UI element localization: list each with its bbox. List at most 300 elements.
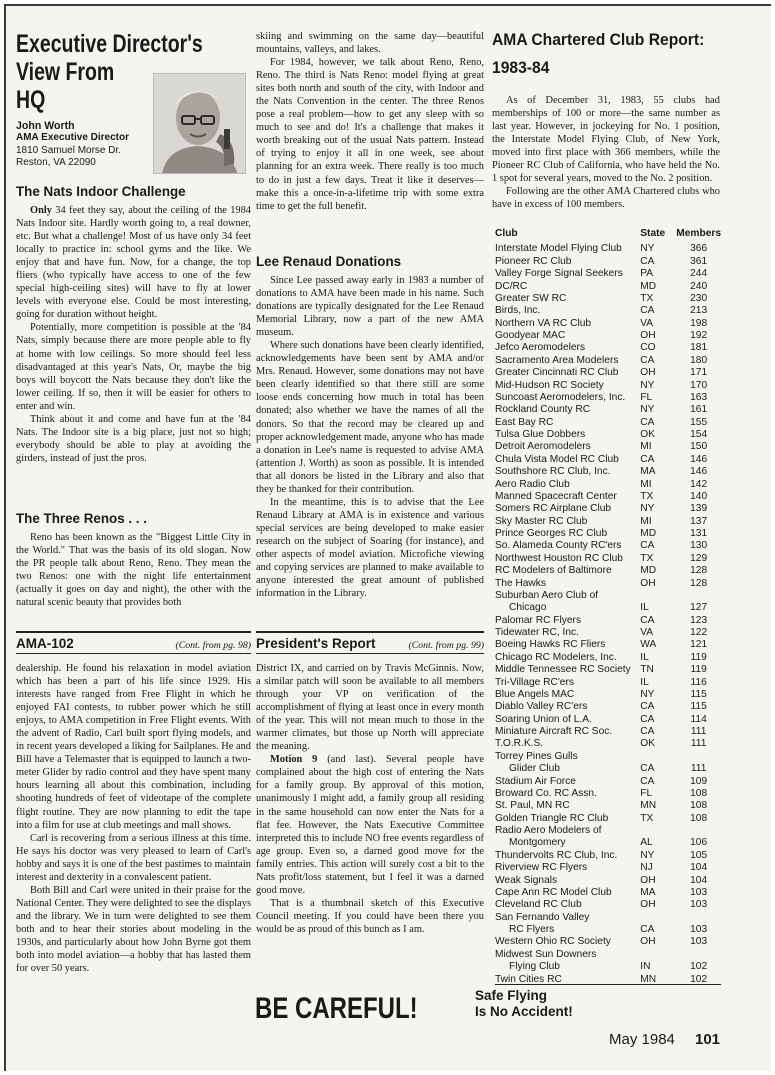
club-name: Glider Club [509, 763, 560, 775]
club-name: Boeing Hawks RC Fliers [495, 639, 606, 651]
club-members: 361 [690, 255, 708, 267]
ama102-paragraph-3: Both Bill and Carl were united in their praise for the National Center. They were delighted to see the displays and the library. We in turn were delighted to see them both and to hear their stories about modeling in the 1930s, and particularly about how John Byrne got them both into model aviation—a hobby that has lasted them for over 50 years. [16, 884, 251, 975]
club-name: Soaring Union of L.A. [495, 713, 592, 725]
club-name: Chicago [509, 602, 547, 614]
club-intro-paragraph-1: As of December 31, 1983, 55 clubs had memberships of 100 or more—the same number as last year. However, in jockeying for No. 1 position, the Interstate Model Flying Club, of New York, moved into first place with 366 members, while the Pioneer RC Club of California, who have held the No. 1 spot for several years, moved to the No. 2 position. [492, 95, 720, 185]
club-members [676, 751, 721, 763]
club-members: 127 [690, 602, 708, 614]
club-name: Diablo Valley RC'ers [495, 701, 588, 713]
table-row [495, 788, 721, 800]
club-state: MA [640, 466, 656, 478]
table-row [495, 813, 721, 825]
club-members: 115 [690, 701, 707, 713]
renaud-paragraph-1: Since Lee passed away early in 1983 a number of donations to AMA have been made in his name. Such donations are typically designated for the Lee Renaud Memorial Library, now a part of the new AMA museum. [256, 275, 484, 339]
club-members: 180 [690, 354, 708, 366]
page-number: 101 [695, 1031, 721, 1048]
club-members: 119 [690, 651, 707, 663]
club-state: CA [640, 305, 655, 317]
club-members: 142 [690, 478, 708, 490]
club-name: Northern VA RC Club [495, 317, 592, 329]
table-row [495, 380, 721, 392]
club-state: AL [640, 837, 653, 849]
club-report-title [492, 30, 722, 78]
table-row [495, 281, 721, 293]
club-name: Middle Tennessee RC Society [495, 664, 631, 676]
table-row [495, 677, 721, 689]
club-state: OH [640, 577, 656, 589]
club-members: 123 [690, 614, 708, 626]
club-table [495, 228, 721, 986]
table-row [495, 491, 721, 503]
club-name: Weak Signals [495, 874, 558, 886]
club-name: Chula Vista Model RC Club [495, 453, 619, 465]
president-paragraph-2: (and last). Several people have complained about the high cost of entering the Nats for a family group. By approval of this motion, unanimously I might add, a family group all residing in the same household can now enter the Nats for a flat fee. However, the Nats Executive Committee interpreted this to include NO free events regardless of age group. Even so, a darned good move for the family entries. This action will surely cost a bit to the Nats profit/loss statement, but I feel it was a darned good move. [256, 754, 484, 896]
club-state [638, 949, 676, 961]
club-name: Tulsa Glue Dobbers [495, 429, 586, 440]
safe-flying-line-2: Is No Accident! [475, 1004, 573, 1019]
club-members [676, 825, 721, 837]
table-row [495, 293, 721, 305]
club-name: Greater Cincinnati RC Club [495, 367, 619, 379]
column-header-club: Club [495, 228, 518, 239]
nats-paragraph-2: Potentially, more competition is possible at the '84 Nats, simply because there are more people able to fly at home with low ceilings. So more should feel less disadvantaged at this year's Nats, Or, maybe the big boys will boycott the Nats because they don't like the lower ceiling. If so, then it will be easier for others to enter and win. [16, 322, 251, 412]
club-name: Sky Master RC Club [495, 515, 588, 527]
club-name: Greater SW RC [495, 292, 567, 304]
club-state: IL [640, 651, 649, 663]
table-row [495, 936, 721, 948]
portrait-photo-icon [154, 74, 246, 174]
club-name: Suncoast Aeromodelers, Inc. [495, 391, 626, 403]
table-row [495, 590, 721, 602]
club-name: St. Paul, MN RC [495, 800, 570, 812]
club-state: OH [640, 330, 656, 341]
renaud-section [256, 254, 484, 600]
club-name: Cape Ann RC Model Club [495, 886, 612, 898]
club-members [676, 590, 721, 602]
club-state: CA [640, 924, 655, 935]
address-line-1: 1810 Samuel Morse Dr. [16, 144, 122, 156]
club-name: Palomar RC Flyers [495, 614, 582, 626]
table-row [495, 429, 721, 441]
club-state: NY [640, 503, 655, 515]
club-members: 106 [690, 837, 708, 849]
club-state: CA [640, 540, 655, 552]
renos-cont-paragraph-1: skiing and swimming on the same day—beautiful mountains, valleys, and lakes. [256, 31, 484, 56]
club-state [638, 751, 676, 763]
club-name: Miniature Aircraft RC Soc. [495, 726, 613, 737]
renaud-body [256, 274, 484, 600]
title-line-2: View From [16, 58, 115, 86]
club-members: 213 [690, 305, 708, 317]
table-row [495, 330, 721, 342]
renos-continued [256, 30, 484, 213]
club-members: 104 [690, 874, 708, 886]
table-row [495, 800, 721, 812]
three-renos-body [16, 531, 251, 609]
club-state: IL [640, 602, 649, 614]
club-members: 130 [690, 540, 708, 552]
table-row [495, 738, 721, 750]
table-row [495, 726, 721, 738]
club-state: OH [640, 874, 656, 886]
table-row [495, 516, 721, 528]
table-row [495, 899, 721, 911]
divider-rule-middle [256, 631, 484, 633]
table-row [495, 639, 721, 651]
club-name: Twin Cities RC [495, 973, 562, 985]
table-row [495, 924, 721, 936]
table-row [495, 875, 721, 887]
table-row [495, 479, 721, 491]
club-state: MA [640, 886, 656, 898]
ama102-title: AMA-102 [16, 636, 74, 651]
table-row [495, 689, 721, 701]
club-state: MN [640, 800, 657, 812]
table-row [495, 837, 721, 849]
club-intro-paragraph-2: Following are the other AMA Chartered clubs who have in excess of 100 members. [492, 186, 720, 211]
club-members: 137 [690, 515, 708, 527]
club-members: 181 [690, 342, 708, 354]
table-row [495, 318, 721, 330]
club-members: 140 [690, 490, 708, 502]
club-members: 155 [690, 416, 708, 428]
club-state: OH [640, 367, 656, 379]
nats-lead-word: Only [30, 205, 52, 216]
club-state: MI [640, 478, 652, 490]
club-name: Thundervolts RC Club, Inc. [495, 849, 618, 861]
renaud-heading: Lee Renaud Donations [256, 254, 402, 269]
club-name: DC/RC [495, 280, 528, 292]
club-state: NY [640, 849, 655, 861]
club-state: MD [640, 528, 657, 539]
club-name: Northwest Houston RC Club [495, 552, 623, 564]
club-members: 105 [690, 849, 708, 861]
club-state: VA [640, 627, 654, 638]
president-paragraph-1: District IX, and carried on by Travis McGinnis. Now, a similar patch will soon be available to all members through your VP on verification of the accomplishment of flying at least once in every month of the year. This will not mean much to those in the warmer climates, but those up North will appreciate the meaning. [256, 663, 484, 753]
club-state: VA [640, 317, 654, 329]
club-state: WA [640, 639, 657, 651]
club-members: 103 [690, 936, 708, 948]
club-name: San Fernando Valley [495, 911, 590, 923]
club-state: TX [640, 490, 654, 502]
club-members [676, 949, 721, 961]
nats-indoor-heading: The Nats Indoor Challenge [16, 184, 186, 199]
club-table-header [495, 228, 721, 243]
ama102-body [16, 662, 251, 975]
club-name: Western Ohio RC Society [495, 936, 611, 948]
title-line-3: HQ [16, 86, 46, 114]
club-name: Aero Radio Club [495, 478, 570, 490]
president-report-header [256, 636, 484, 654]
club-members: 103 [690, 886, 708, 898]
club-name: East Bay RC [495, 416, 554, 428]
club-members: 122 [690, 627, 708, 638]
club-members: 129 [690, 552, 708, 564]
club-state: NJ [640, 862, 653, 874]
ama102-paragraph-1: dealership. He found his relaxation in model aviation which has been a part of his life since 1929. His interests have ranged from Free Flight in which he enjoyed FAI contests, to rubber power which he still enjoys, to AMA competition in Free Flight events. With the advent of Radio, Carl built sport flying models, and in recent years developed a liking for Sailplanes. He and Bill have a Telemaster that is equipped to launch a two-meter Glider by radio control and they have spent many hours learning all about this combination, including shooting hundreds of feet of videotape of the complete flight routine. They are now planning to edit the tape into a film for use at club meetings and mall shows. [16, 663, 251, 831]
club-members: 108 [690, 800, 708, 812]
club-name: Broward Co. RC Assn. [495, 787, 597, 799]
club-state: TX [640, 292, 654, 304]
club-name: RC Flyers [509, 924, 555, 935]
table-row [495, 441, 721, 453]
club-report-title-line-1: AMA Chartered Club Report: [492, 30, 705, 49]
table-row [495, 367, 721, 379]
ama102-paragraph-2: Carl is recovering from a serious illness at this time. He says his doctor was very pleased to learn of Carl's hobby and says it is one of the best pastimes to maintain interest and dexterity in a convalescent patient. [16, 832, 251, 883]
club-state [638, 912, 676, 924]
be-careful-banner: BE CAREFUL! [255, 992, 418, 1025]
club-state: MI [640, 515, 652, 527]
table-row [495, 763, 721, 775]
club-state: NY [640, 404, 655, 416]
club-state: MI [640, 441, 652, 453]
club-state: MD [640, 565, 657, 577]
club-state: MN [640, 973, 657, 985]
president-report-title: President's Report [256, 636, 376, 651]
club-state: CA [640, 775, 655, 787]
table-row [495, 615, 721, 627]
table-row [495, 268, 721, 280]
club-members: 244 [690, 268, 708, 280]
divider-rule-left [16, 631, 251, 633]
table-row [495, 553, 721, 565]
club-state: PA [640, 268, 654, 280]
column-header-state: State [640, 228, 666, 239]
club-members: 171 [690, 367, 708, 379]
column-header-members: Members [676, 228, 721, 239]
safe-flying-line-1: Safe Flying [475, 988, 548, 1003]
club-members: 109 [690, 775, 708, 787]
president-paragraph-3: That is a thumbnail sketch of this Executive Council meeting. If you could have been there you would be as proud of this bunch as I am. [256, 897, 484, 935]
club-state: NY [640, 688, 655, 700]
club-state: CA [640, 614, 655, 626]
club-state: NY [640, 243, 655, 255]
table-row [495, 912, 721, 924]
table-row [495, 466, 721, 478]
table-row [495, 776, 721, 788]
club-members: 366 [690, 243, 708, 255]
club-members: 128 [690, 565, 708, 577]
table-row [495, 454, 721, 466]
table-row [495, 627, 721, 639]
table-row [495, 565, 721, 577]
club-members: 102 [690, 973, 708, 985]
club-state: TX [640, 812, 654, 824]
table-row [495, 850, 721, 862]
club-members: 131 [690, 528, 708, 539]
table-row [495, 305, 721, 317]
club-members: 115 [690, 688, 707, 700]
club-name: Radio Aero Modelers of [495, 825, 602, 836]
club-members: 103 [690, 899, 708, 911]
club-members: 116 [690, 676, 707, 688]
club-name: T.O.R.K.S. [495, 738, 544, 750]
club-members: 163 [690, 391, 708, 403]
club-members: 240 [690, 280, 708, 292]
club-state: FL [640, 391, 653, 403]
club-members: 170 [690, 379, 708, 391]
club-name: Golden Triangle RC Club [495, 812, 609, 824]
club-name: Prince Georges RC Club [495, 528, 608, 539]
table-row [495, 243, 721, 255]
club-members: 146 [690, 453, 708, 465]
club-name: Tri-Village RC'ers [495, 676, 574, 688]
club-table-body [495, 243, 721, 986]
club-state: CA [640, 763, 655, 775]
renos-continued-body [256, 30, 484, 213]
issue-date: May 1984 [609, 1031, 675, 1048]
table-row [495, 503, 721, 515]
title-line-1: Executive Director's [16, 30, 203, 58]
club-members: 139 [690, 503, 708, 515]
nats-paragraph-3: Think about it and come and have fun at the '84 Nats. The Indoor site is a big place, just not so high; everybody should be able to play at avoiding the girders, instead of just the pros. [16, 413, 251, 464]
club-name: Flying Club [509, 961, 560, 973]
club-table-bottom-rule [495, 984, 721, 985]
author-name: John Worth [16, 120, 75, 132]
club-name: Goodyear MAC [495, 330, 566, 341]
club-state: CA [640, 255, 655, 267]
author-block [16, 120, 156, 169]
table-row [495, 578, 721, 590]
club-state: TX [640, 552, 654, 564]
club-name: RC Modelers of Baltimore [495, 565, 612, 577]
magazine-page [4, 4, 771, 1071]
club-state: OK [640, 738, 655, 750]
club-members: 108 [690, 812, 708, 824]
club-members: 103 [690, 924, 708, 935]
club-members: 121 [690, 639, 708, 651]
club-name: Southshore RC Club, Inc. [495, 466, 611, 478]
table-row [495, 862, 721, 874]
club-members: 198 [690, 317, 708, 329]
club-state: FL [640, 787, 653, 799]
club-members: 230 [690, 292, 708, 304]
table-row [495, 540, 721, 552]
table-row [495, 528, 721, 540]
club-name: Rockland County RC [495, 404, 591, 416]
club-report-title-line-2: 1983-84 [492, 58, 550, 77]
club-state: OH [640, 899, 656, 911]
club-state: MD [640, 280, 657, 292]
three-renos-section [16, 511, 251, 609]
club-name: Birds, Inc. [495, 305, 541, 317]
club-name: Stadium Air Force [495, 775, 576, 787]
table-row [495, 887, 721, 899]
club-name: The Hawks [495, 577, 546, 589]
club-name: Somers RC Airplane Club [495, 503, 612, 515]
table-row [495, 961, 721, 973]
club-name: Jefco Aeromodelers [495, 342, 586, 354]
club-members: 119 [690, 664, 707, 676]
table-row [495, 392, 721, 404]
club-state: CA [640, 354, 655, 366]
renos-cont-paragraph-2: For 1984, however, we talk about Reno, Reno, Reno. The third is Nats Reno: model flying at great sites both north and south of the city, with Indoor and the Nats Convention in the center. The three Renos pose a real problem—how to get any sleep with so much to see and do! It's a challenge that makes it worth breaking out of the usual Nats pattern. Instead of trying to enjoy it all in one week, see about planning for an extra week. There really is too much to do in just a few days. Treat it like it deserves—make this a once-in-a-lifetime trip with some extra time to get the full benefit. [256, 57, 484, 212]
club-members: 128 [690, 577, 708, 589]
club-state [638, 825, 676, 837]
club-name: Mid-Hudson RC Society [495, 379, 604, 391]
club-name: Torrey Pines Gulls [495, 750, 578, 762]
club-table-container [495, 228, 721, 986]
club-state: NY [640, 379, 655, 391]
ama102-header [16, 636, 251, 654]
ama102-continued-note: (Cont. from pg. 98) [175, 640, 251, 651]
address-line-2: Reston, VA 22090 [16, 156, 96, 168]
table-row [495, 342, 721, 354]
club-name: Manned Spacecraft Center [495, 490, 617, 502]
club-state: CA [640, 726, 655, 737]
club-name: Midwest Sun Downers [495, 948, 597, 960]
table-row [495, 701, 721, 713]
table-row [495, 602, 721, 614]
club-state [638, 590, 676, 602]
table-row [495, 664, 721, 676]
club-state: TN [640, 664, 654, 676]
table-row [495, 751, 721, 763]
club-members: 154 [690, 429, 708, 440]
club-members: 102 [690, 961, 708, 973]
club-state: CA [640, 701, 655, 713]
club-members: 111 [690, 738, 707, 750]
club-name: Blue Angels MAC [495, 688, 575, 700]
table-row [495, 404, 721, 416]
author-title: AMA Executive Director [16, 132, 129, 144]
three-renos-heading: The Three Renos . . . [16, 511, 147, 526]
president-report-continued-note: (Cont. from pg. 99) [408, 640, 484, 651]
table-row [495, 256, 721, 268]
club-state: IN [640, 961, 651, 973]
table-row [495, 825, 721, 837]
club-name: Sacramento Area Modelers [495, 354, 619, 366]
club-members: 114 [690, 713, 707, 725]
club-name: Chicago RC Modelers, Inc. [495, 651, 617, 663]
club-name: Suburban Aero Club of [495, 589, 599, 601]
club-members [676, 912, 721, 924]
club-name: Tidewater RC, Inc. [495, 627, 579, 638]
table-row [495, 355, 721, 367]
renaud-paragraph-3: In the meantime, this is to advise that the Lee Renaud Library at AMA is in existence and various special services are being developed to make easier research on the subject of Soaring (for instance), and other aspects of model aviation. Microfiche viewing and copying services are planned to make available to anyone interested the great amount of published information in the Library. [256, 496, 484, 600]
club-state: OH [640, 936, 656, 948]
renos-paragraph-1: Reno has been known as the "Biggest Little City in the World." That was the basis of its old slogan. Now the PR people talk about Reno, Reno. They mean the two Renos: one with the night life entertainment (actually it goes on day and night), the other with the natural scenic beauty that provides both [16, 532, 251, 609]
club-state: CA [640, 453, 655, 465]
club-members: 150 [690, 441, 708, 453]
club-members: 161 [690, 404, 708, 416]
motion-9-lead: Motion 9 [270, 754, 318, 766]
club-name: Detroit Aeromodelers [495, 441, 591, 453]
club-state: OK [640, 429, 655, 440]
safe-flying-slogan [475, 988, 573, 1020]
club-name: Cleveland RC Club [495, 899, 582, 911]
club-state: IL [640, 676, 649, 688]
club-members: 111 [690, 726, 707, 737]
table-row [495, 714, 721, 726]
club-state: CA [640, 416, 655, 428]
club-name: Valley Forge Signal Seekers [495, 268, 623, 280]
renaud-paragraph-2: Where such donations have been clearly identified, acknowledgements have been sent by AMA and/or Mrs. Renaud. However, some donations may not have been clearly identified so that there still are some loose ends concerning how much in total has been donated; also whether we have the names of all the donors. So that the record may be cleared up and proper acknowledgement made, anyone who has made a donation in Lee's name is requested to advise AMA (attention J. Worth) as soon as possible. It is intended that all donors be listed in the Library and also that they be thanked for their contribution. [256, 340, 484, 495]
table-row [495, 652, 721, 664]
club-name: So. Alameda County RC'ers [495, 540, 622, 552]
club-name: Interstate Model Flying Club [495, 243, 622, 255]
portrait-photo [153, 73, 246, 174]
nats-indoor-section [16, 184, 251, 465]
club-report-intro [492, 94, 720, 211]
nats-indoor-body [16, 204, 251, 465]
club-members: 146 [690, 466, 708, 478]
table-row [495, 417, 721, 429]
club-members: 192 [690, 330, 708, 341]
club-members: 104 [690, 862, 708, 874]
club-name: Riverview RC Flyers [495, 862, 588, 874]
president-report-body [256, 662, 484, 936]
